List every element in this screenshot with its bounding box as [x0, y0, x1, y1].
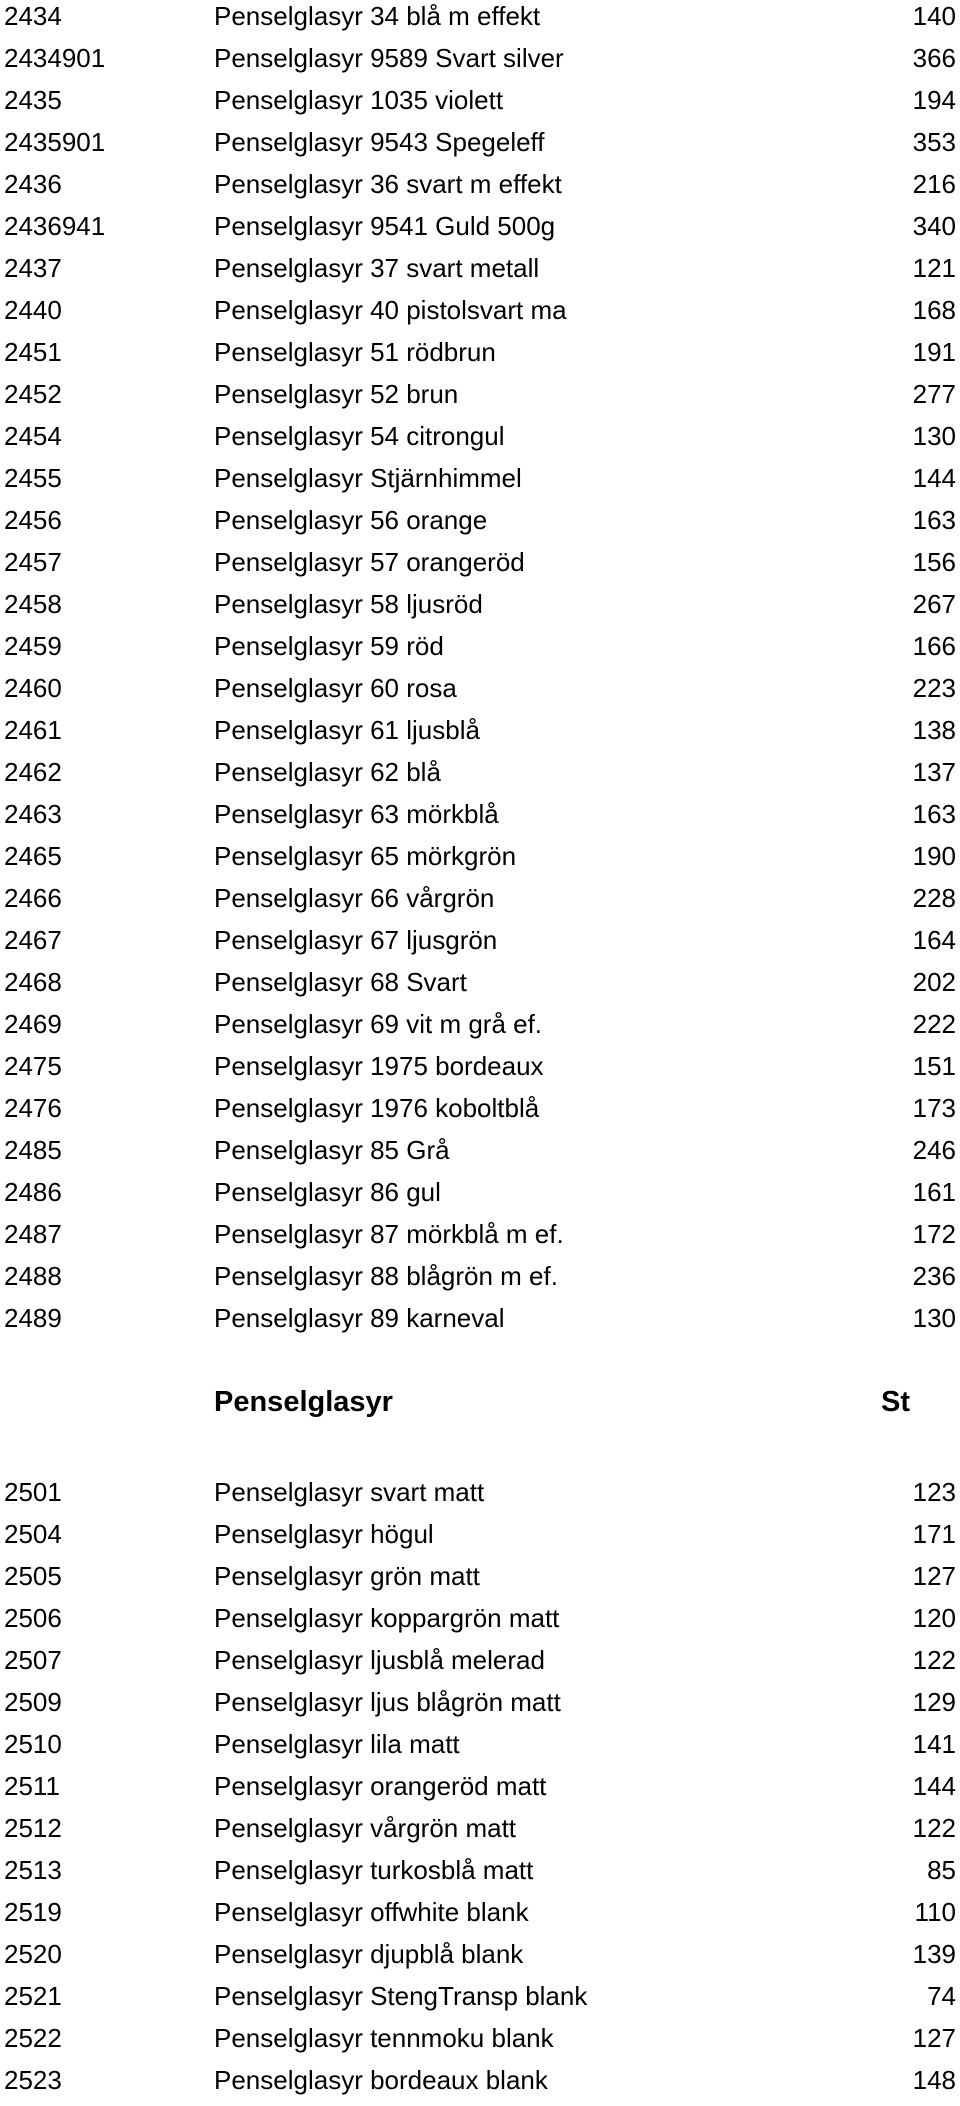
- item-quantity: 137: [912, 757, 956, 787]
- item-quantity: 277: [912, 379, 956, 409]
- item-description: Penselglasyr koppargrön matt: [214, 1603, 560, 1633]
- item-code: 2437: [4, 253, 62, 283]
- item-description: Penselglasyr 58 ljusröd: [214, 589, 483, 619]
- item-quantity: 130: [912, 1303, 956, 1333]
- table-row: [0, 630, 960, 672]
- item-code: 2455: [4, 463, 62, 493]
- item-quantity: 120: [912, 1603, 956, 1633]
- item-description: Penselglasyr ljus blågrön matt: [214, 1687, 561, 1717]
- item-code: 2434: [4, 1, 62, 31]
- item-code: 2507: [4, 1645, 62, 1675]
- item-code: 2475: [4, 1051, 62, 1081]
- item-code: 2457: [4, 547, 62, 577]
- item-code: 2523: [4, 2065, 62, 2095]
- item-code: 2440: [4, 295, 62, 325]
- item-description: Penselglasyr 59 röd: [214, 631, 444, 661]
- item-description: Penselglasyr 62 blå: [214, 757, 441, 787]
- item-code: 2434901: [4, 43, 106, 73]
- item-description: Penselglasyr 51 rödbrun: [214, 337, 496, 367]
- item-quantity: 148: [912, 2065, 956, 2095]
- table-row: [0, 126, 960, 168]
- item-code: 2511: [4, 1771, 60, 1801]
- item-code: 2510: [4, 1729, 62, 1759]
- item-code: 2486: [4, 1177, 62, 1207]
- item-quantity: 141: [912, 1729, 956, 1759]
- table-row: [0, 1938, 960, 1980]
- item-description: Penselglasyr 86 gul: [214, 1177, 441, 1207]
- item-description: Penselglasyr 37 svart metall: [214, 253, 540, 283]
- table-row: [0, 546, 960, 588]
- item-description: Penselglasyr svart matt: [214, 1477, 485, 1507]
- table-row: [0, 294, 960, 336]
- item-quantity: 168: [912, 295, 956, 325]
- table-row: [0, 378, 960, 420]
- item-description: Penselglasyr grön matt: [214, 1561, 480, 1591]
- table-row: [0, 84, 960, 126]
- item-description: Penselglasyr 54 citrongul: [214, 421, 505, 451]
- table-row: [0, 1008, 960, 1050]
- item-code: 2435901: [4, 127, 106, 157]
- item-code: 2460: [4, 673, 62, 703]
- item-description: Penselglasyr orangeröd matt: [214, 1771, 547, 1801]
- item-quantity: 163: [912, 799, 956, 829]
- table-row: [0, 2022, 960, 2064]
- item-description: Penselglasyr 9589 Svart silver: [214, 43, 564, 73]
- item-code: 2506: [4, 1603, 62, 1633]
- item-code: 2505: [4, 1561, 62, 1591]
- item-description: Penselglasyr 9541 Guld 500g: [214, 211, 556, 241]
- item-code: 2436941: [4, 211, 106, 241]
- item-description: Penselglasyr StengTransp blank: [214, 1981, 588, 2011]
- item-quantity: 123: [912, 1477, 956, 1507]
- item-quantity: 353: [912, 127, 956, 157]
- item-quantity: 228: [912, 883, 956, 913]
- item-description: Penselglasyr offwhite blank: [214, 1897, 529, 1927]
- item-quantity: 202: [912, 967, 956, 997]
- table-row: [0, 0, 960, 42]
- item-quantity: 194: [912, 85, 956, 115]
- item-description: Penselglasyr högul: [214, 1519, 434, 1549]
- item-quantity: 144: [912, 463, 956, 493]
- table-row: [0, 798, 960, 840]
- item-description: Penselglasyr 56 orange: [214, 505, 488, 535]
- table-row: [0, 1050, 960, 1092]
- table-row: [0, 1896, 960, 1938]
- table-row: [0, 1218, 960, 1260]
- item-description: Penselglasyr 66 vårgrön: [214, 883, 495, 913]
- table-row: [0, 252, 960, 294]
- item-description: Penselglasyr 34 blå m effekt: [214, 1, 541, 31]
- item-description: Penselglasyr 67 ljusgrön: [214, 925, 498, 955]
- item-quantity: 173: [912, 1093, 956, 1123]
- item-quantity: 139: [912, 1939, 956, 1969]
- item-description: Penselglasyr 40 pistolsvart ma: [214, 295, 567, 325]
- table-row: [0, 462, 960, 504]
- item-description: Penselglasyr 65 mörkgrön: [214, 841, 517, 871]
- item-description: Penselglasyr lila matt: [214, 1729, 460, 1759]
- item-quantity: 163: [912, 505, 956, 535]
- item-description: Penselglasyr 60 rosa: [214, 673, 457, 703]
- item-code: 2520: [4, 1939, 62, 1969]
- section-title: Penselglasyr: [214, 1386, 393, 1418]
- item-quantity: 74: [927, 1981, 956, 2011]
- item-code: 2466: [4, 883, 62, 913]
- table-row: [0, 2064, 960, 2106]
- item-quantity: 267: [912, 589, 956, 619]
- item-description: Penselglasyr turkosblå matt: [214, 1855, 534, 1885]
- item-quantity: 366: [912, 43, 956, 73]
- item-quantity: 85: [927, 1855, 956, 1885]
- product-table-lower: [0, 1476, 960, 2106]
- table-row: [0, 1770, 960, 1812]
- item-description: Penselglasyr 36 svart m effekt: [214, 169, 562, 199]
- table-row: [0, 882, 960, 924]
- item-description: Penselglasyr 68 Svart: [214, 967, 467, 997]
- item-code: 2461: [4, 715, 62, 745]
- item-quantity: 110: [914, 1897, 956, 1927]
- item-quantity: 130: [912, 421, 956, 451]
- item-code: 2435: [4, 85, 62, 115]
- item-description: Penselglasyr 9543 Spegeleff: [214, 127, 545, 157]
- item-quantity: 127: [912, 1561, 956, 1591]
- item-code: 2436: [4, 169, 62, 199]
- item-quantity: 156: [912, 547, 956, 577]
- table-row: [0, 1812, 960, 1854]
- table-row: [0, 1980, 960, 2022]
- table-row: [0, 1728, 960, 1770]
- item-code: 2501: [4, 1477, 62, 1507]
- table-row: [0, 1302, 960, 1344]
- item-code: 2487: [4, 1219, 62, 1249]
- table-row: [0, 210, 960, 252]
- item-description: Penselglasyr 52 brun: [214, 379, 459, 409]
- item-description: Penselglasyr tennmoku blank: [214, 2023, 554, 2053]
- item-code: 2462: [4, 757, 62, 787]
- item-quantity: 222: [912, 1009, 956, 1039]
- item-code: 2456: [4, 505, 62, 535]
- item-quantity: 164: [912, 925, 956, 955]
- item-code: 2468: [4, 967, 62, 997]
- item-quantity: 122: [912, 1645, 956, 1675]
- item-quantity: 121: [912, 253, 956, 283]
- item-quantity: 122: [912, 1813, 956, 1843]
- item-code: 2504: [4, 1519, 62, 1549]
- item-code: 2488: [4, 1261, 62, 1291]
- item-quantity: 223: [912, 673, 956, 703]
- item-quantity: 246: [912, 1135, 956, 1165]
- item-quantity: 190: [912, 841, 956, 871]
- item-quantity: 129: [912, 1687, 956, 1717]
- item-quantity: 191: [912, 337, 956, 367]
- item-description: Penselglasyr 88 blågrön m ef.: [214, 1261, 558, 1291]
- item-quantity: 340: [912, 211, 956, 241]
- item-code: 2512: [4, 1813, 62, 1843]
- item-quantity: 166: [912, 631, 956, 661]
- table-row: [0, 1134, 960, 1176]
- item-description: Penselglasyr Stjärnhimmel: [214, 463, 522, 493]
- table-row: [0, 840, 960, 882]
- item-code: 2519: [4, 1897, 62, 1927]
- table-row: [0, 504, 960, 546]
- item-quantity: 236: [912, 1261, 956, 1291]
- table-row: [0, 1518, 960, 1560]
- section-qty-label: St: [881, 1386, 910, 1418]
- table-row: [0, 336, 960, 378]
- item-code: 2463: [4, 799, 62, 829]
- item-description: Penselglasyr 87 mörkblå m ef.: [214, 1219, 564, 1249]
- table-row: [0, 756, 960, 798]
- table-row: [0, 672, 960, 714]
- item-description: Penselglasyr 57 orangeröd: [214, 547, 525, 577]
- table-row: [0, 1560, 960, 1602]
- table-row: [0, 1092, 960, 1134]
- item-description: Penselglasyr 69 vit m grå ef.: [214, 1009, 543, 1039]
- item-code: 2485: [4, 1135, 62, 1165]
- item-description: Penselglasyr 63 mörkblå: [214, 799, 499, 829]
- item-quantity: 151: [912, 1051, 956, 1081]
- item-code: 2522: [4, 2023, 62, 2053]
- item-code: 2513: [4, 1855, 62, 1885]
- table-row: [0, 924, 960, 966]
- item-description: Penselglasyr djupblå blank: [214, 1939, 524, 1969]
- item-description: Penselglasyr ljusblå melerad: [214, 1645, 545, 1675]
- item-description: Penselglasyr vårgrön matt: [214, 1813, 517, 1843]
- item-description: Penselglasyr 61 ljusblå: [214, 715, 480, 745]
- item-description: Penselglasyr 85 Grå: [214, 1135, 450, 1165]
- item-code: 2467: [4, 925, 62, 955]
- item-code: 2454: [4, 421, 62, 451]
- item-code: 2509: [4, 1687, 62, 1717]
- item-description: Penselglasyr bordeaux blank: [214, 2065, 548, 2095]
- item-quantity: 140: [912, 1, 956, 31]
- item-quantity: 161: [912, 1177, 956, 1207]
- item-code: 2469: [4, 1009, 62, 1039]
- table-row: [0, 420, 960, 462]
- item-code: 2489: [4, 1303, 62, 1333]
- table-row: [0, 588, 960, 630]
- table-row: [0, 1260, 960, 1302]
- item-description: Penselglasyr 1976 koboltblå: [214, 1093, 540, 1123]
- table-row: [0, 1176, 960, 1218]
- item-code: 2465: [4, 841, 62, 871]
- table-row: [0, 42, 960, 84]
- item-quantity: 216: [912, 169, 956, 199]
- table-row: [0, 1854, 960, 1896]
- item-quantity: 172: [912, 1219, 956, 1249]
- table-row: [0, 1602, 960, 1644]
- item-quantity: 138: [912, 715, 956, 745]
- item-code: 2521: [4, 1981, 62, 2011]
- table-row: [0, 1686, 960, 1728]
- table-row: [0, 1644, 960, 1686]
- item-code: 2459: [4, 631, 62, 661]
- table-row: [0, 966, 960, 1008]
- item-code: 2452: [4, 379, 62, 409]
- item-code: 2458: [4, 589, 62, 619]
- table-row: [0, 714, 960, 756]
- section-header: [0, 1385, 960, 1425]
- table-row: [0, 1476, 960, 1518]
- item-description: Penselglasyr 89 karneval: [214, 1303, 505, 1333]
- item-quantity: 127: [912, 2023, 956, 2053]
- item-quantity: 144: [912, 1771, 956, 1801]
- item-code: 2476: [4, 1093, 62, 1123]
- item-quantity: 171: [912, 1519, 956, 1549]
- table-row: [0, 168, 960, 210]
- item-description: Penselglasyr 1975 bordeaux: [214, 1051, 544, 1081]
- item-code: 2451: [4, 337, 62, 367]
- item-description: Penselglasyr 1035 violett: [214, 85, 504, 115]
